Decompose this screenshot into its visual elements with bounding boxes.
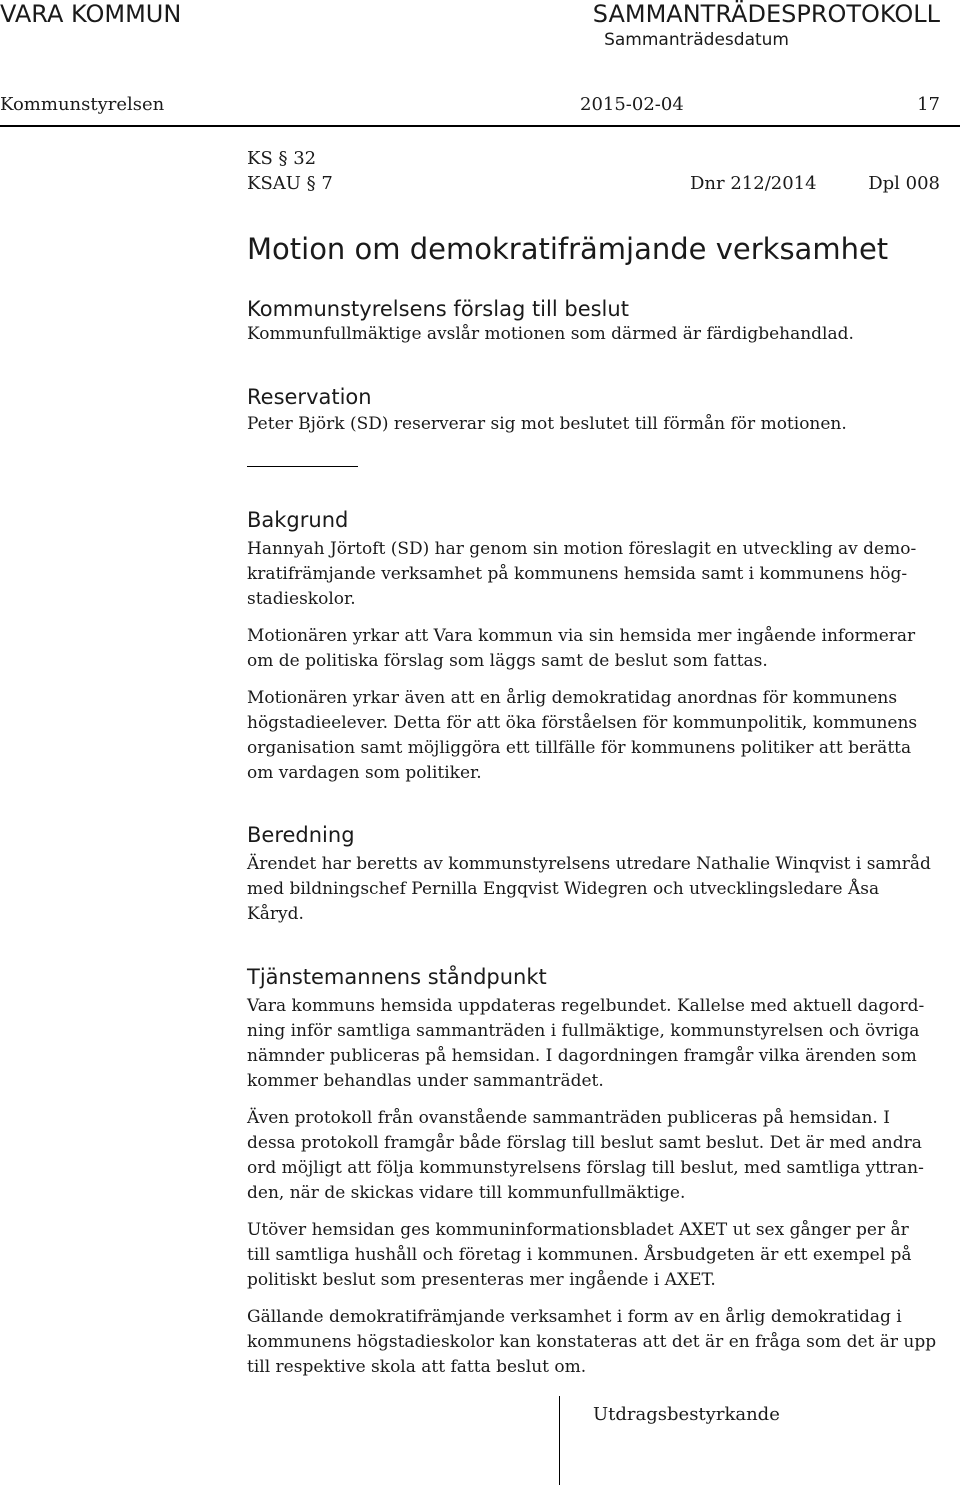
text-line: politiskt beslut som presenteras mer ingående i AXET. [247, 1270, 716, 1290]
page-number: 17 [917, 94, 940, 115]
text-line: stadieskolor. [247, 589, 356, 609]
archive-code: Dpl 008 [868, 173, 940, 194]
text-line: högstadieelever. Detta för att öka förståelsen för kommunpolitik, kommunens [247, 713, 918, 733]
section-heading: Kommunstyrelsens förslag till beslut [247, 297, 629, 321]
text-line: med bildningschef Pernilla Engqvist Widegren och utvecklingsledare Åsa [247, 879, 880, 899]
text-line: Utöver hemsidan ges kommuninformationsbladet AXET ut sex gånger per år [247, 1220, 909, 1240]
section-forslag [247, 296, 937, 347]
header-rule [0, 125, 960, 127]
paragraph [247, 1305, 937, 1380]
section-heading: Tjänstemannens ståndpunkt [247, 965, 547, 989]
text-line: kommer behandlas under sammanträdet. [247, 1071, 604, 1091]
section-heading: Beredning [247, 823, 355, 847]
certification-label: Utdragsbestyrkande [593, 1404, 780, 1425]
text-line: Gällande demokratifrämjande verksamhet i form av en årlig demokratidag i [247, 1307, 902, 1327]
section-heading: Reservation [247, 385, 372, 409]
text-line: kommunens högstadieskolor kan konstateras att det är en fråga som det är upp [247, 1332, 937, 1352]
ks-paragraph-ref: KS § 32 [247, 148, 317, 169]
text-line: om vardagen som politiker. [247, 763, 482, 783]
text-line: till samtliga hushåll och företag i kommunen. Årsbudgeten är ett exempel på [247, 1245, 912, 1265]
section-reservation [247, 384, 937, 437]
text-line: Även protokoll från ovanstående sammanträden publiceras på hemsidan. I [247, 1108, 890, 1128]
text-line: kratifrämjande verksamhet på kommunens hemsida samt i kommunens hög- [247, 564, 908, 584]
paragraph [247, 686, 937, 786]
text-line: ord möjligt att följa kommunstyrelsens förslag till beslut, med samtliga yttran- [247, 1158, 924, 1178]
text-line: Hannyah Jörtoft (SD) har genom sin motion föreslagit en utveckling av demo- [247, 539, 917, 559]
ksau-paragraph-ref: KSAU § 7 [247, 173, 333, 194]
paragraph [247, 624, 937, 674]
section-bakgrund [247, 507, 937, 786]
text-line: Motionären yrkar även att en årlig demokratidag anordnas för kommunens [247, 688, 898, 708]
text-line: Ärendet har beretts av kommunstyrelsens utredare Nathalie Winqvist i samråd [247, 854, 931, 874]
text-line: Kommunfullmäktige avslår motionen som därmed är färdigbehandlad. [247, 324, 854, 344]
paragraph [247, 537, 937, 612]
municipality-name: VARA KOMMUN [0, 0, 182, 28]
page-title: Motion om demokratifrämjande verksamhet [247, 232, 889, 266]
text-line: organisation samt möjliggöra ett tillfälle för kommunens politiker att berätta [247, 738, 912, 758]
text-line: Vara kommuns hemsida uppdateras regelbundet. Kallelse med aktuell dagord- [247, 996, 925, 1016]
text-line: ning inför samtliga sammanträden i fullmäktige, kommunstyrelsen och övriga [247, 1021, 920, 1041]
document-type: SAMMANTRÄDESPROTOKOLL [592, 0, 940, 28]
text-line: Kåryd. [247, 904, 304, 924]
paragraph [247, 1218, 937, 1293]
text-line: till respektive skola att fatta beslut om. [247, 1357, 587, 1377]
paragraph [247, 994, 937, 1094]
text-line: Motionären yrkar att Vara kommun via sin hemsida mer ingående informerar [247, 626, 916, 646]
section-beredning [247, 822, 937, 927]
section-tjanstemannens [247, 964, 937, 1380]
separator-line [247, 466, 358, 467]
text-line: den, när de skickas vidare till kommunfullmäktige. [247, 1183, 686, 1203]
date-label: Sammanträdesdatum [604, 30, 789, 50]
paragraph [247, 1106, 937, 1206]
text-line: Peter Björk (SD) reserverar sig mot beslutet till förmån för motionen. [247, 414, 847, 434]
text-line: nämnder publiceras på hemsidan. I dagordningen framgår vilka ärenden som [247, 1046, 917, 1066]
footer-divider [559, 1396, 560, 1485]
meeting-date: 2015-02-04 [580, 94, 684, 115]
diary-number: Dnr 212/2014 [690, 173, 817, 194]
section-heading: Bakgrund [247, 508, 349, 532]
text-line: om de politiska förslag som läggs samt de beslut som fattas. [247, 651, 768, 671]
text-line: dessa protokoll framgår både förslag till beslut samt beslut. Det är med andra [247, 1133, 922, 1153]
body-name: Kommunstyrelsen [0, 94, 165, 115]
